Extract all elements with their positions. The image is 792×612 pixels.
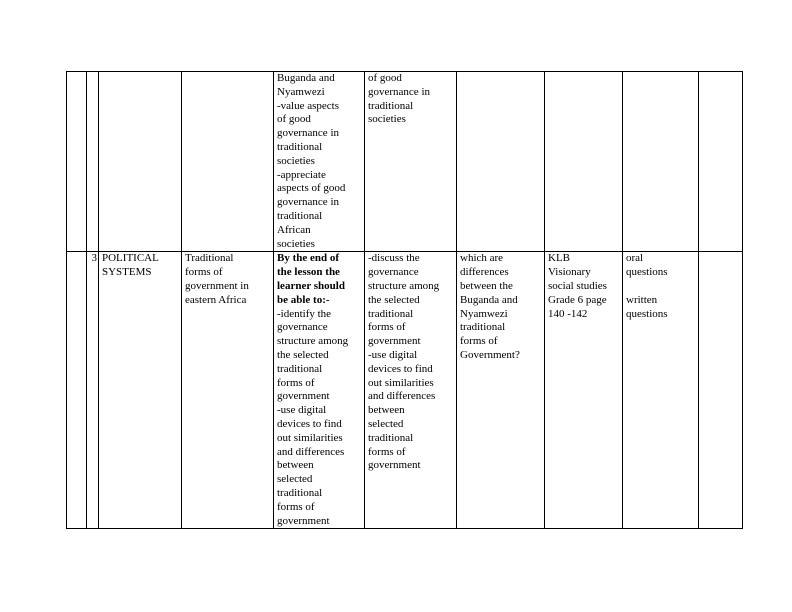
- learning-experiences-cell: -discuss the governance structure among the selected traditional forms of government -use digital devices to find out similarities and differences between selected traditional forms of government: [365, 252, 457, 529]
- table-row: [67, 252, 743, 529]
- assessment-cell: oral questions written questions: [623, 252, 699, 529]
- strand-cell: POLITICAL SYSTEMS: [99, 252, 182, 529]
- learning-experiences-cell: of good governance in traditional societies: [365, 72, 457, 252]
- strand-cell: [99, 72, 182, 252]
- sub-strand-cell: [182, 72, 274, 252]
- assessment-cell: [623, 72, 699, 252]
- inquiry-question-cell: which are differences between the Buganda and Nyamwezi traditional forms of Government?: [457, 252, 545, 529]
- sub-strand-cell: Traditional forms of government in eastern Africa: [182, 252, 274, 529]
- learning-outcomes-cell: [274, 252, 365, 529]
- week-cell: [67, 72, 87, 252]
- week-cell: [67, 252, 87, 529]
- scheme-of-work-table: [66, 71, 743, 529]
- resources-cell: [545, 72, 623, 252]
- resources-cell: KLB Visionary social studies Grade 6 page 140 -142: [545, 252, 623, 529]
- outcomes-list: -identify the governance structure among the selected traditional forms of government -use digital devices to find out similarities and differences between selected traditional forms of government: [277, 307, 349, 527]
- lesson-cell: [87, 72, 99, 252]
- reflection-cell: [699, 72, 743, 252]
- table-row: [67, 72, 743, 252]
- inquiry-question-cell: [457, 72, 545, 252]
- reflection-cell: [699, 252, 743, 529]
- outcomes-heading: By the end of the lesson the learner should be able to:-: [277, 252, 345, 306]
- learning-outcomes-cell: Buganda and Nyamwezi -value aspects of good governance in traditional societies -appreciate aspects of good governance in traditional African societies: [274, 72, 365, 252]
- lesson-cell: 3: [87, 252, 99, 529]
